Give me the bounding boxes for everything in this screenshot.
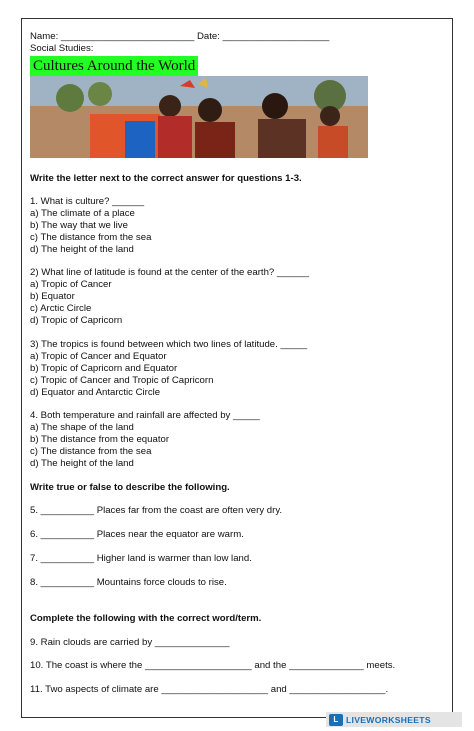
- fill-in-item-11: 11. Two aspects of climate are ____________________ and __________________.: [30, 684, 389, 695]
- q1-option-d: d) The height of the land: [30, 244, 134, 255]
- q4-option-d: d) The height of the land: [30, 458, 134, 469]
- q1-option-a: a) The climate of a place: [30, 208, 135, 219]
- worksheet-title: Cultures Around the World: [30, 56, 198, 76]
- question-3: 3) The tropics is found between which two lines of latitude. _____: [30, 339, 308, 350]
- q2-option-b: b) Equator: [30, 291, 75, 302]
- q4-option-a: a) The shape of the land: [30, 422, 134, 433]
- question-2: 2) What line of latitude is found at the center of the earth? ______: [30, 267, 309, 278]
- section3-instruction: Complete the following with the correct word/term.: [30, 613, 262, 624]
- true-false-item-6: 6. __________ Places near the equator are warm.: [30, 529, 244, 540]
- q3-option-c: c) Tropic of Cancer and Tropic of Capricorn: [30, 375, 214, 386]
- question-4: 4. Both temperature and rainfall are affected by _____: [30, 410, 260, 421]
- q2-option-d: d) Tropic of Capricorn: [30, 315, 123, 326]
- photo-illustration: [30, 76, 368, 158]
- true-false-item-8: 8. __________ Mountains force clouds to rise.: [30, 577, 227, 588]
- liveworksheets-logo-text: LIVEWORKSHEETS: [346, 714, 431, 725]
- section1-instruction: Write the letter next to the correct answer for questions 1-3.: [30, 173, 302, 184]
- section2-instruction: Write true or false to describe the following.: [30, 482, 230, 493]
- q1-option-b: b) The way that we live: [30, 220, 128, 231]
- true-false-item-5: 5. __________ Places far from the coast are often very dry.: [30, 505, 283, 516]
- q2-option-c: c) Arctic Circle: [30, 303, 92, 314]
- true-false-item-7: 7. __________ Higher land is warmer than low land.: [30, 553, 252, 564]
- question-1: 1. What is culture? ______: [30, 196, 145, 207]
- name-date-line: Name: _________________________ Date: ____________________: [30, 31, 330, 42]
- liveworksheets-logo[interactable]: [326, 712, 462, 727]
- liveworksheets-logo-icon: L: [329, 714, 343, 726]
- q2-option-a: a) Tropic of Cancer: [30, 279, 112, 290]
- q1-option-c: c) The distance from the sea: [30, 232, 152, 243]
- subject-label: Social Studies:: [30, 43, 94, 54]
- culture-photo: [30, 76, 368, 158]
- fill-in-item-10: 10. The coast is where the ____________________ and the ______________ meets.: [30, 660, 396, 671]
- q4-option-c: c) The distance from the sea: [30, 446, 152, 457]
- fill-in-item-9: 9. Rain clouds are carried by ______________: [30, 637, 230, 648]
- q3-option-a: a) Tropic of Cancer and Equator: [30, 351, 167, 362]
- q4-option-b: b) The distance from the equator: [30, 434, 170, 445]
- q3-option-b: b) Tropic of Capricorn and Equator: [30, 363, 178, 374]
- q3-option-d: d) Equator and Antarctic Circle: [30, 387, 161, 398]
